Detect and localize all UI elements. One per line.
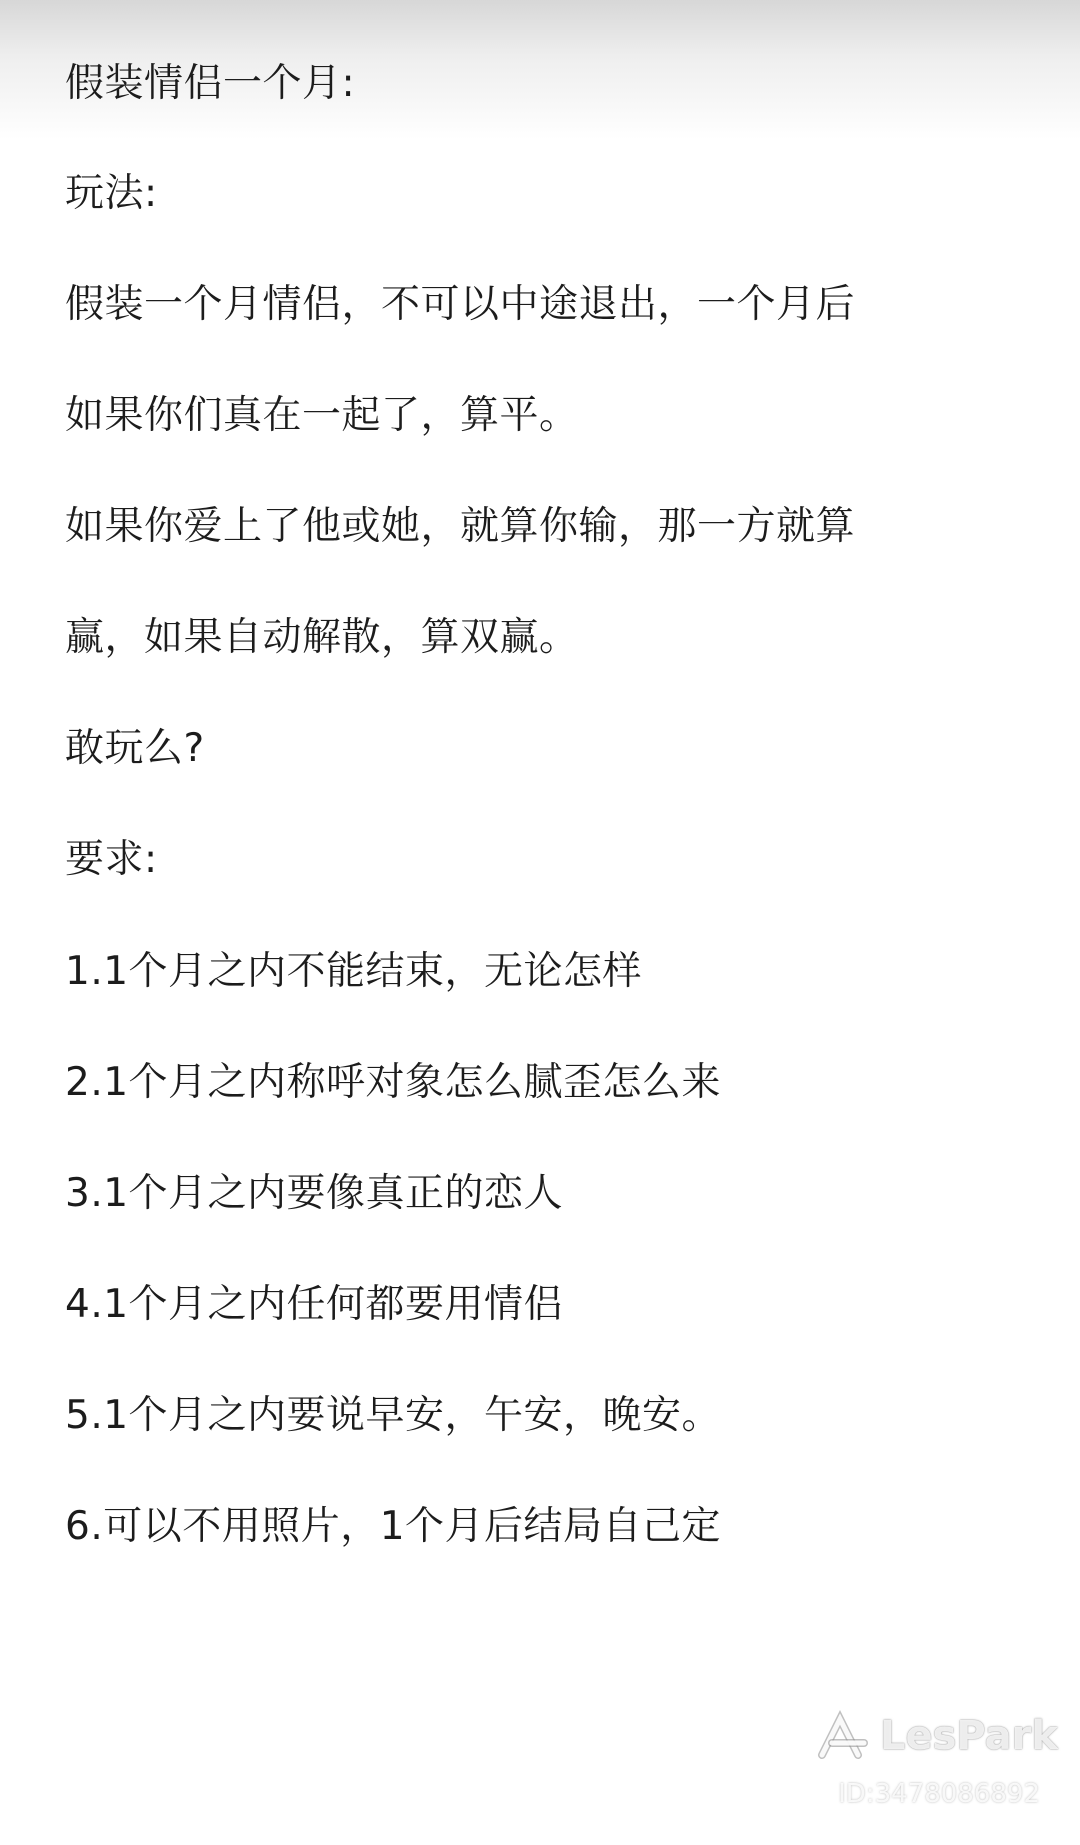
list-item: 1.1个月之内不能结束，无论怎样 <box>65 949 643 994</box>
section-heading-requirements: 要求: <box>65 837 158 882</box>
list-item: 3.1个月之内要像真正的恋人 <box>65 1171 564 1216</box>
text-line: 赢，如果自动解散，算双赢。 <box>65 615 579 660</box>
list-item: 2.1个月之内称呼对象怎么腻歪怎么来 <box>65 1060 722 1105</box>
list-item: 6.可以不用照片，1个月后结局自己定 <box>65 1504 722 1549</box>
post-title: 假装情侣一个月: <box>65 61 356 106</box>
watermark-brand: LesPark <box>880 1713 1058 1759</box>
text-line: 如果你们真在一起了，算平。 <box>65 393 579 438</box>
text-line: 敢玩么? <box>65 726 205 771</box>
section-heading-rules: 玩法: <box>65 171 158 216</box>
lespark-watermark <box>810 1705 1058 1815</box>
text-line: 如果你爱上了他或她，就算你输，那一方就算 <box>65 504 856 549</box>
list-item: 5.1个月之内要说早安，午安，晚安。 <box>65 1393 722 1438</box>
text-line: 假装一个月情侣，不可以中途退出，一个月后 <box>65 282 856 327</box>
watermark-user-id: ID:3478086892 <box>838 1779 1040 1809</box>
list-item: 4.1个月之内任何都要用情侣 <box>65 1282 564 1327</box>
